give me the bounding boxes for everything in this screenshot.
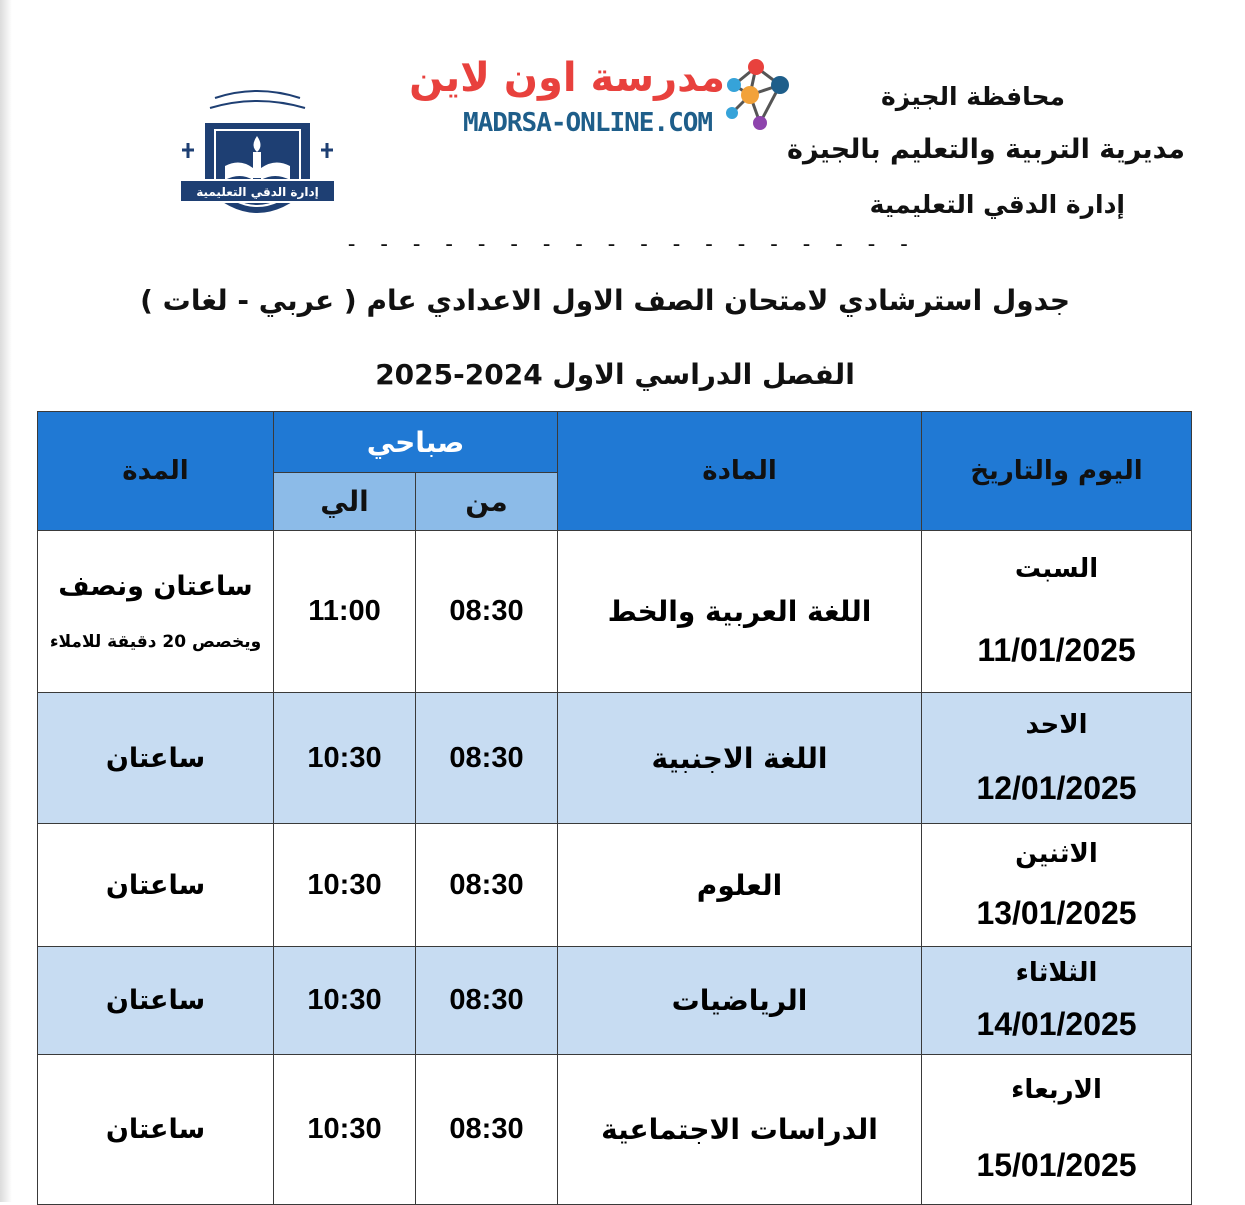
from-time-cell: 08:30 (416, 1055, 558, 1205)
duration-cell: ساعتان (38, 693, 274, 824)
subject-cell: اللغة العربية والخط (558, 531, 922, 693)
table-row (38, 531, 1192, 693)
day-name: الثلاثاء (1015, 958, 1098, 988)
table-row (38, 693, 1192, 824)
dashed-separator: - - - - - - - - - - - - - - - - - - (345, 232, 914, 257)
schedule-title: جدول استرشادي لامتحان الصف الاول الاعدادي عام ( عربي - لغات ) (140, 284, 1070, 317)
table-row (38, 947, 1192, 1055)
header-to: الي (274, 473, 416, 531)
duration-cell: ساعتان (38, 824, 274, 947)
duration-cell: ساعتان (38, 1055, 274, 1205)
header-day-date: اليوم والتاريخ (922, 412, 1192, 531)
administration-label: إدارة الدقي التعليمية (869, 190, 1125, 219)
day-name: الاحد (1025, 709, 1088, 740)
from-time-cell: 08:30 (416, 824, 558, 947)
subject-cell: العلوم (558, 824, 922, 947)
header-block (765, 82, 1185, 219)
duration-cell: ساعتان (38, 947, 274, 1055)
subject-cell: الرياضيات (558, 947, 922, 1055)
header-duration: المدة (38, 412, 274, 531)
to-time-cell: 10:30 (274, 824, 416, 947)
from-time-cell: 08:30 (416, 531, 558, 693)
term-title: الفصل الدراسي الاول 2024-2025 (375, 358, 855, 391)
header-subject: المادة (558, 412, 922, 531)
exam-date: 12/01/2025 (976, 769, 1137, 806)
from-time-cell: 08:30 (416, 693, 558, 824)
exam-date: 15/01/2025 (976, 1147, 1137, 1183)
to-time-cell: 10:30 (274, 947, 416, 1055)
directorate-label: مديرية التربية والتعليم بالجيزة (787, 134, 1185, 165)
day-date-cell (922, 824, 1192, 947)
exam-date: 11/01/2025 (977, 632, 1136, 668)
day-name: الاثنين (1015, 838, 1098, 869)
table-row (38, 1055, 1192, 1205)
header-morning: صباحي (274, 412, 558, 473)
page-edge-shadow (0, 0, 12, 1202)
torch-books-seal-icon (170, 88, 345, 243)
day-date-cell (922, 947, 1192, 1055)
day-date-cell (922, 531, 1192, 693)
to-time-cell: 10:30 (274, 1055, 416, 1205)
duration-note: ويخصص 20 دقيقة للاملاء (49, 632, 262, 652)
duration-text: ساعتان ونصف (58, 571, 253, 602)
site-logo-arabic: مدرسة اون لاين (409, 55, 725, 101)
day-name: الاربعاء (1011, 1075, 1102, 1105)
day-date-cell (922, 1055, 1192, 1205)
site-logo-url: MADRSA-ONLINE.COM (462, 108, 713, 138)
exam-date: 14/01/2025 (976, 1006, 1137, 1042)
exam-schedule-table (37, 411, 1192, 1205)
to-time-cell: 10:30 (274, 693, 416, 824)
subject-cell: الدراسات الاجتماعية (558, 1055, 922, 1205)
from-time-cell: 08:30 (416, 947, 558, 1055)
table-row (38, 824, 1192, 947)
to-time-cell: 11:00 (274, 531, 416, 693)
network-nodes-icon (720, 55, 795, 135)
day-name: السبت (1014, 554, 1099, 584)
site-logo (409, 55, 795, 145)
day-date-cell (922, 693, 1192, 824)
duration-cell (38, 531, 274, 693)
subject-cell: اللغة الاجنبية (558, 693, 922, 824)
exam-date: 13/01/2025 (976, 894, 1137, 931)
governorate-label: محافظة الجيزة (881, 82, 1065, 111)
header-from: من (416, 473, 558, 531)
seal-banner-text: إدارة الدقي التعليمية (196, 185, 319, 199)
